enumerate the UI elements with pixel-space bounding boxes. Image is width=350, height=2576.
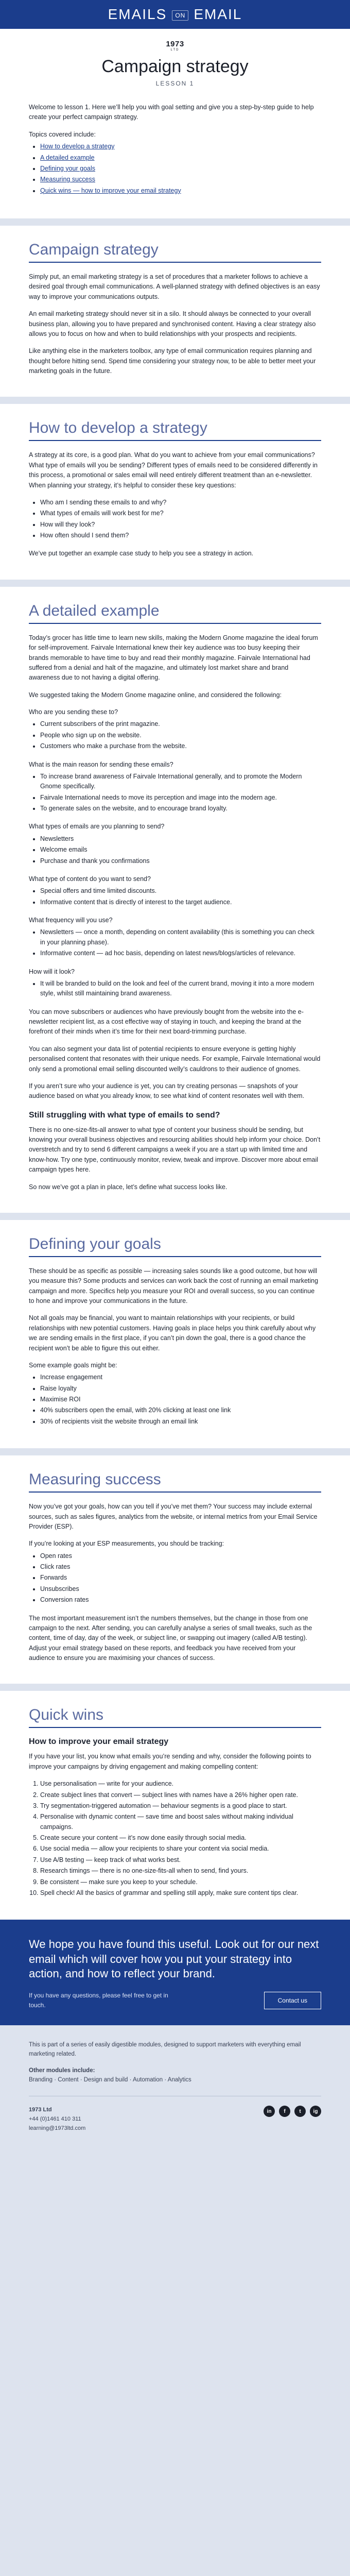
section-quick-wins bbox=[0, 1684, 350, 1920]
list-item: • Who am I sending these emails to and why? bbox=[40, 498, 321, 507]
list-item: • Purchase and thank you confirmations bbox=[40, 856, 321, 866]
list-item: • Forwards bbox=[40, 1573, 321, 1583]
list-item: • Increase engagement bbox=[40, 1372, 321, 1382]
twitter-icon[interactable]: t bbox=[294, 2106, 306, 2117]
paragraph: Now you’ve got your goals, how can you tell if you’ve met them? Your success may include external sources, such as sales figures, analytics from the website, or internal metrics from your Email Service Provider (ESP). bbox=[29, 1503, 318, 1530]
section-heading: A detailed example bbox=[29, 602, 160, 619]
list-item: 2. Create subject lines that convert — subject lines with names have a 26% higher open rate. bbox=[40, 1790, 321, 1800]
topic-link[interactable]: Quick wins — how to improve your email strategy bbox=[40, 187, 181, 194]
section-heading: Quick wins bbox=[29, 1706, 104, 1724]
series-text: This is part of a series of easily digestible modules, designed to support marketers with everything email marketing related. bbox=[29, 2042, 301, 2058]
question-label: Who are you sending these to? bbox=[29, 708, 118, 716]
facebook-icon[interactable]: f bbox=[279, 2106, 290, 2117]
questions-list bbox=[29, 498, 321, 541]
lesson-label: LESSON 1 bbox=[155, 80, 195, 87]
list-item[interactable] bbox=[40, 153, 321, 163]
topic-link[interactable]: How to develop a strategy bbox=[40, 143, 115, 150]
list-item: 8. Research timings — there is no one-size-fits-all when to send, find yours. bbox=[40, 1866, 321, 1876]
answer-list bbox=[29, 772, 321, 814]
metrics-list bbox=[29, 1551, 321, 1605]
section-heading: How to develop a strategy bbox=[29, 419, 207, 437]
topic-link[interactable]: Measuring success bbox=[40, 176, 95, 183]
question-label: What frequency will you use? bbox=[29, 917, 113, 924]
list-item: • Newsletters — once a month, depending on content availability (this is something you can check in your planning phase). bbox=[40, 927, 321, 947]
social-icons bbox=[264, 2106, 321, 2117]
list-item: • To generate sales on the website, and to encourage brand loyalty. bbox=[40, 804, 321, 814]
company-name: 1973 Ltd bbox=[29, 2107, 52, 2113]
list-item: • People who sign up on the website. bbox=[40, 731, 321, 740]
question-label: What is the main reason for sending these emails? bbox=[29, 760, 173, 768]
other-modules-label: Other modules include: bbox=[29, 2067, 95, 2074]
brand-bar bbox=[0, 0, 350, 29]
paragraph: The most important measurement isn’t the numbers themselves, but the change in those from one campaign to the next. After sending, you can carefully analyse a series of small tweaks, such as the content, time of day, day of the week, or subject line, or swapping out imagery (called A/B testing). Adjust your email strategy based on these reports, and feedback you have received from your audience to ensure you are maximising your chances of success. bbox=[29, 1614, 312, 1662]
list-item: 1. Use personalisation — write for your audience. bbox=[40, 1779, 321, 1789]
paragraph: Like anything else in the marketers toolbox, any type of email communication requires planning and thought before hitting send. Spend time considering your strategy now, to be able to better meet your marketing goals in the future. bbox=[29, 347, 316, 375]
list-item: • Informative content that is directly of interest to the target audience. bbox=[40, 897, 321, 907]
email-address[interactable]: learning@1973ltd.com bbox=[29, 2125, 86, 2131]
contact-info bbox=[29, 2106, 85, 2133]
paragraph: You can move subscribers or audiences who have previously bought from the website into the e-newsletter recipient list, as a cost effective way of staying in touch, and keeping the brand at the forefront of their minds when it’s time for their next board-trimming purchase. bbox=[29, 1008, 304, 1036]
list-item: • Maximise ROI bbox=[40, 1395, 321, 1404]
list-item: • Raise loyalty bbox=[40, 1384, 321, 1394]
topics-label: Topics covered include: bbox=[29, 130, 96, 138]
section-heading: Defining your goals bbox=[29, 1235, 161, 1252]
paragraph: These should be as specific as possible — increasing sales sounds like a good outcome, but how will you measure this? Some products and services can work back the cost of running an email marketing campaign and more. Specifics help you measure your ROI and overall success, so you can continue to hone and improve your communications in the future. bbox=[29, 1267, 319, 1304]
list-item: • 30% of recipients visit the website through an email link bbox=[40, 1417, 321, 1427]
intro bbox=[0, 98, 350, 218]
paragraph: If you aren’t sure who your audience is yet, you can try creating personas — snapshots of your audience based on what you already know, to see what kind of content resonates well with them. bbox=[29, 1082, 305, 1100]
list-item: • Customers who make a purchase from the website. bbox=[40, 741, 321, 751]
cta-row bbox=[29, 1991, 321, 2010]
list-item[interactable] bbox=[40, 175, 321, 184]
list-item: 9. Be consistent — make sure you keep to your schedule. bbox=[40, 1877, 321, 1887]
list-item: • To increase brand awareness of Fairvale International generally, and to promote the Modern Gnome specifically. bbox=[40, 772, 321, 792]
list-item: • It will be branded to build on the look and feel of the current brand, moving it into a more modern style, whilst still maintaining brand awareness. bbox=[40, 979, 321, 999]
brand-right: EMAIL bbox=[194, 6, 242, 22]
linkedin-icon[interactable]: in bbox=[264, 2106, 275, 2117]
paragraph: An email marketing strategy should never sit in a silo. It should always be connected to your overall business plan, allowing you to have prepared and synchronised content. Having a clear strategy also allows you to focus on how and when to build relationships with your prospects and recipients. bbox=[29, 310, 316, 337]
section-develop bbox=[0, 397, 350, 579]
cta-text: If you have any questions, please feel free to get in touch. bbox=[29, 1992, 168, 2009]
subheading: Still struggling with what type of emails to send? bbox=[29, 1110, 220, 1120]
paragraph: You can also segment your data list of potential recipients to ensure everyone is getting highly personalised content that resonates with their unique needs. For example, Fairvale International would only send a promotional email selling discounted welly’s cauldrons to their audience of gnomes. bbox=[29, 1045, 321, 1073]
brand-on: ON bbox=[172, 10, 188, 21]
paragraph: So now we’ve got a plan in place, let’s define what success looks like. bbox=[29, 1183, 227, 1191]
list-item[interactable] bbox=[40, 142, 321, 151]
topics-list bbox=[29, 142, 321, 196]
list-item: • Welcome emails bbox=[40, 845, 321, 855]
hero bbox=[0, 29, 350, 98]
question-label: What types of emails are you planning to send? bbox=[29, 823, 165, 831]
instagram-icon[interactable]: ig bbox=[310, 2106, 321, 2117]
section-goals bbox=[0, 1213, 350, 1448]
list-item: • Click rates bbox=[40, 1562, 321, 1572]
section-divider bbox=[29, 262, 321, 263]
paragraph: There is no one-size-fits-all answer to what type of content your business should be sending, but knowing your overall business objectives and resourcing abilities should help inform your choice. Don’t overstretch and try to send 6 different campaigns a week if you are a start up with limited time and know-how. Try one type, continuously monitor, review, tweak and improve. Discover more about email campaign types here. bbox=[29, 1126, 321, 1174]
section-divider bbox=[29, 1256, 321, 1257]
other-modules bbox=[29, 2066, 321, 2085]
section-heading: Measuring success bbox=[29, 1471, 161, 1488]
answer-list bbox=[29, 886, 321, 907]
goals-list bbox=[29, 1372, 321, 1427]
list-item: • 40% subscribers open the email, with 20% clicking at least one link bbox=[40, 1405, 321, 1415]
paragraph: If you’re looking at your ESP measurements, you should be tracking: bbox=[29, 1540, 224, 1548]
section-divider bbox=[29, 1727, 321, 1728]
company-logo: 1973 bbox=[166, 40, 184, 48]
goals-label: Some example goals might be: bbox=[29, 1361, 117, 1369]
section-measuring bbox=[0, 1448, 350, 1684]
paragraph: A strategy at its core, is a good plan. What do you want to achieve from your email communications? What type of emails will you be sending? Different types of emails need to be considered differently in this process, a promotional or sales email will need entirely different treatment than an e-newsletter. When planning your strategy, it’s helpful to consider these key questions: bbox=[29, 451, 318, 489]
question-label: How will it look? bbox=[29, 968, 75, 975]
subheading: How to improve your email strategy bbox=[29, 1737, 169, 1747]
list-item: • What types of emails will work best for me? bbox=[40, 509, 321, 518]
welcome-text: Welcome to lesson 1. Here we’ll help you with goal setting and give you a step-by-step guide to help create your perfect campaign strategy. bbox=[29, 104, 314, 121]
list-item: • Informative content — ad hoc basis, depending on latest news/blogs/articles of relevance. bbox=[40, 948, 321, 958]
paragraph: We suggested taking the Modern Gnome magazine online, and considered the following: bbox=[29, 691, 282, 699]
topic-link[interactable]: A detailed example bbox=[40, 154, 95, 161]
list-item: • Special offers and time limited discounts. bbox=[40, 886, 321, 896]
section-example bbox=[0, 580, 350, 1213]
section-heading: Campaign strategy bbox=[29, 241, 159, 258]
topic-link[interactable]: Defining your goals bbox=[40, 164, 96, 172]
list-item[interactable] bbox=[40, 164, 321, 174]
paragraph: Today’s grocer has little time to learn new skills, making the Modern Gnome magazine the ideal forum for self-improvement. Fairvale International knew their key audience was too busy keeping their brands memorable to have time to buy and read their monthly magazine. Fairvale International had suffered from a denial and halt of the magazine, and ultimately lost market share and brand awareness due to not having a digital offering. bbox=[29, 634, 318, 682]
phone-number[interactable]: +44 (0)1461 410 311 bbox=[29, 2116, 81, 2123]
section-divider bbox=[29, 440, 321, 441]
page-title: Campaign strategy bbox=[101, 57, 249, 76]
paragraph: Simply put, an email marketing strategy is a set of procedures that a marketer follows to achieve a desired goal through email communications. A well-planned strategy with defined objectives is an easy way to improve your communications outputs. bbox=[29, 273, 320, 300]
section-divider bbox=[29, 1492, 321, 1493]
list-item: • Unsubscribes bbox=[40, 1584, 321, 1594]
list-item: 4. Personalise with dynamic content — save time and boost sales without making individual campaigns. bbox=[40, 1812, 321, 1832]
company-logo-sub: LTD bbox=[170, 48, 180, 52]
list-item: • Open rates bbox=[40, 1551, 321, 1561]
answer-list bbox=[29, 979, 321, 999]
list-item: 3. Try segmentation-triggered automation — behaviour segments is a good place to start. bbox=[40, 1801, 321, 1811]
list-item: • How often should I send them? bbox=[40, 531, 321, 540]
section-divider bbox=[29, 623, 321, 624]
footer bbox=[0, 2025, 350, 2154]
answer-list bbox=[29, 834, 321, 866]
list-item: • Current subscribers of the print magazine. bbox=[40, 719, 321, 729]
list-item: 10. Spell check! All the basics of grammar and spelling still apply, make sure content tips clear. bbox=[40, 1888, 321, 1898]
paragraph: If you have your list, you know what emails you’re sending and why, consider the following points to improve your campaigns by driving engagement and making compelling content: bbox=[29, 1753, 311, 1770]
list-item: • How will they look? bbox=[40, 520, 321, 530]
contact-us-button[interactable]: Contact us bbox=[264, 1992, 321, 2009]
paragraph: Not all goals may be financial, you want to maintain relationships with your recipients, or build relationships with new potential customers. Having goals in place helps you think carefully about why we are sending emails in the first place, if you can’t pin down the goal, there is a good chance the recipient won’t be able to figure this out either. bbox=[29, 1314, 316, 1352]
cta-banner bbox=[0, 1920, 350, 2025]
answer-list bbox=[29, 719, 321, 751]
list-item: 6. Use social media — allow your recipients to share your content via social media. bbox=[40, 1844, 321, 1854]
list-item: • Newsletters bbox=[40, 834, 321, 844]
list-item[interactable] bbox=[40, 186, 321, 196]
cta-heading: We hope you have found this useful. Look out for our next email which will cover how you put your strategy into action, and how to reflect your brand. bbox=[29, 1938, 319, 1980]
other-modules-list[interactable]: Branding · Content · Design and build · Automation · Analytics bbox=[29, 2076, 191, 2083]
quick-wins-list bbox=[29, 1779, 321, 1898]
list-item: 5. Create secure your content — it’s now done easily through social media. bbox=[40, 1833, 321, 1843]
list-item: • Fairvale International needs to move its perception and image into the modern age. bbox=[40, 793, 321, 803]
paragraph: We’ve put together an example case study to help you see a strategy in action. bbox=[29, 550, 254, 557]
brand-left: EMAILS bbox=[108, 6, 167, 22]
footer-bottom bbox=[29, 2096, 321, 2133]
list-item: • Conversion rates bbox=[40, 1595, 321, 1605]
question-label: What type of content do you want to send? bbox=[29, 875, 151, 883]
brand-logo[interactable] bbox=[108, 6, 242, 23]
answer-list bbox=[29, 927, 321, 958]
section-campaign bbox=[0, 218, 350, 397]
list-item: 7. Use A/B testing — keep track of what works best. bbox=[40, 1855, 321, 1865]
